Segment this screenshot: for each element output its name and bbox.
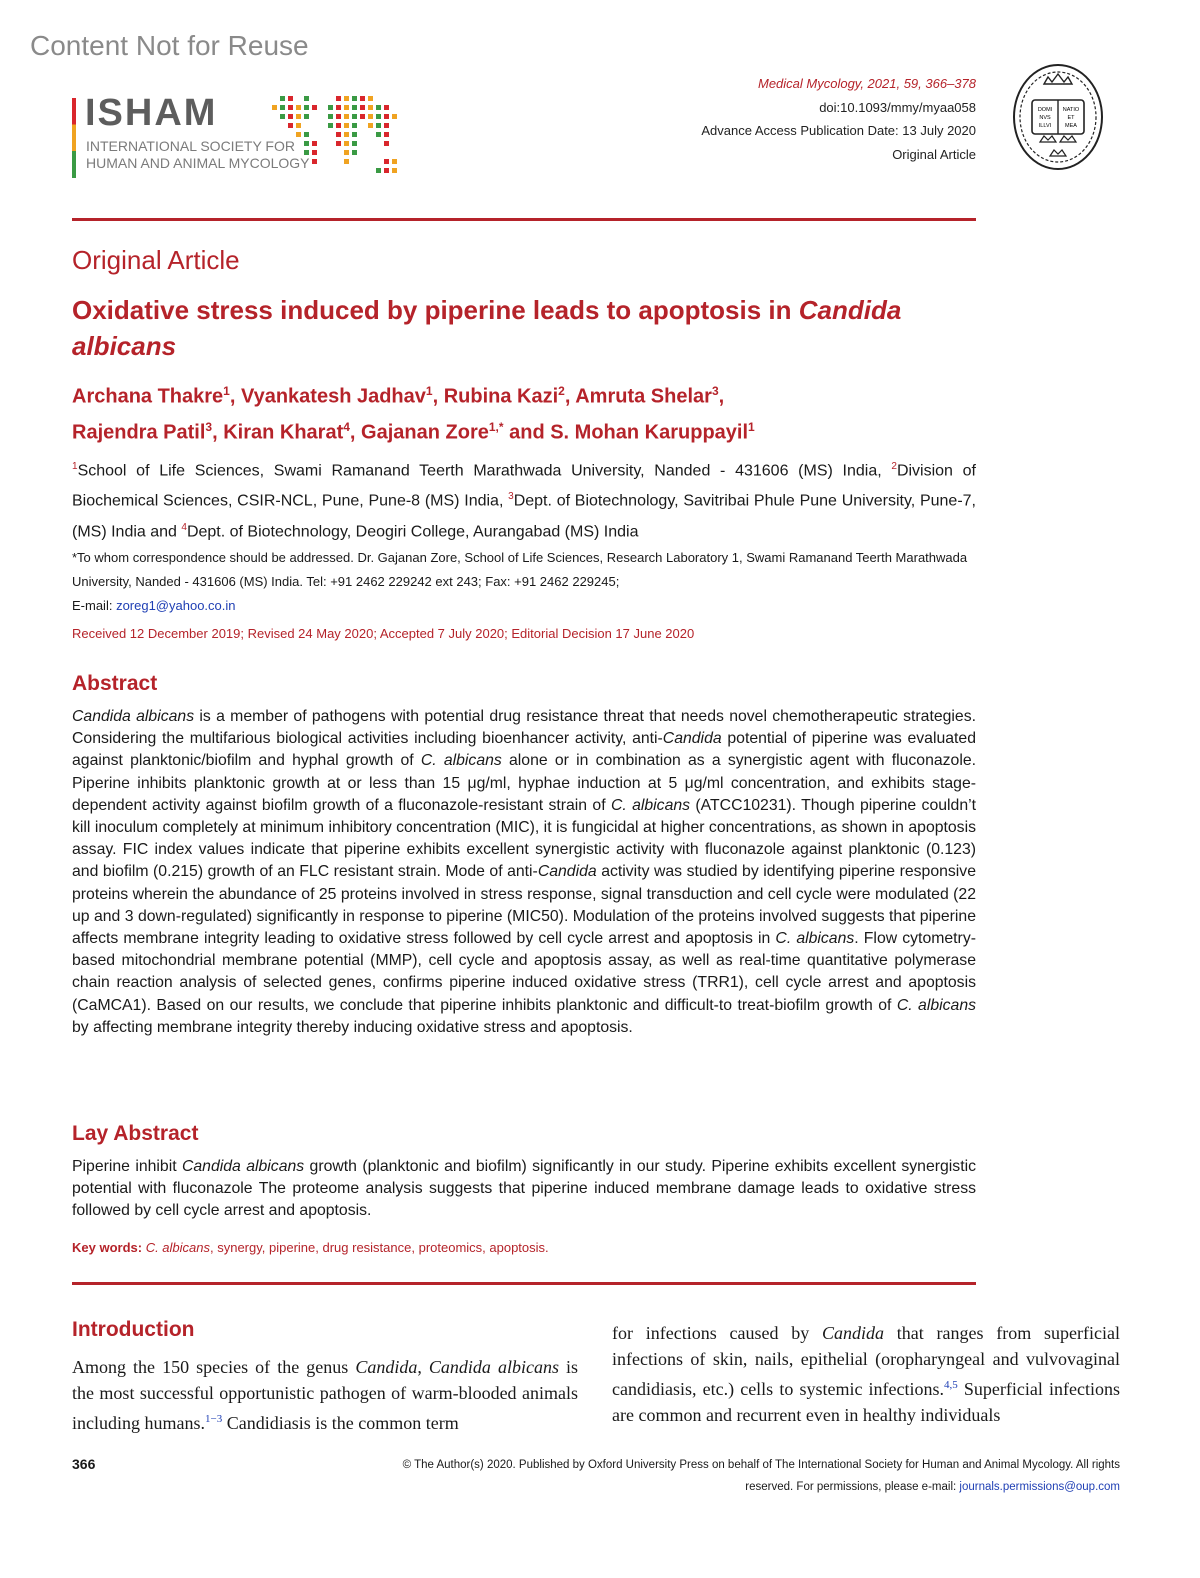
author-name: Gajanan Zore [361,421,489,444]
author-affiliation-ref: 3 [205,419,213,434]
section-rule [72,1282,976,1285]
italic-term: C. albicans [896,996,976,1014]
article-dates: Received 12 December 2019; Revised 24 May 2020; Accepted 7 July 2020; Editorial Decision 17 June 2020 [72,626,695,641]
svg-text:ET: ET [1067,115,1075,121]
page-number: 366 [72,1456,96,1472]
author-affiliation-ref: 2 [558,384,565,398]
lay-abstract-heading: Lay Abstract [72,1122,199,1145]
italic-term: Candida [822,1323,885,1343]
watermark: Content Not for Reuse [30,30,309,61]
text-run: growth (planktonic and biofilm) significantly in our study. Piperine exhibits excellent synergistic potential with fluconazole The proteome analysis suggests that piperine induced membrane damage leads to oxidative stress followed by cell cycle arrest and apoptosis. [72,1158,976,1220]
oup-seal-icon [1010,62,1106,172]
author-affiliation-ref: 1 [425,384,433,398]
isham-logo [72,92,422,182]
author-name: S. Mohan Karuppayil [550,421,749,444]
text-run: alone or in combination as a synergistic agent with fluconazole. Piperine inhibits planktonic growth at or less than 15 μg/ml, hyphae induction at 5 μg/ml concentration, and exhibits stage-dependent activity against biofilm growth of a fluconazole-resistant strain of [72,752,977,814]
text-run: by affecting membrane integrity thereby inducing oxidative stress and apoptosis. [72,1018,633,1036]
author-name: Archana Thakre [72,385,224,408]
header-rule [72,218,976,221]
svg-text:NATIO: NATIO [1062,107,1080,113]
correspondence: *To whom correspondence should be addressed. Dr. Gajanan Zore, School of Life Sciences, Research Laboratory 1, Swami Ramanand Teerth Marathwada University, Nanded - 431606 (MS) India. Tel: +91 2462 229242 ext 243; Fax: +91 2462 229245; E-mail: zoreg1@yahoo.co.in [72,550,968,613]
text-run: that ranges from superficial infections of skin, nails, epithelial (oropharyngeal and vulvovaginal candidiasis, etc.) cells to systemic infections. [612,1323,1120,1399]
text-run: is a member of pathogens with potential drug resistance threat that needs novel chemotherapeutic strategies. Considering the multifarious biological activities including bioenhancer activity, anti- [72,708,976,748]
keywords: Key words: C. albicans, synergy, piperine, drug resistance, proteomics, apoptosis. [72,1240,549,1255]
author-affiliation-ref: 1,* [488,419,504,434]
italic-term: Candida [537,863,597,881]
introduction-heading: Introduction [72,1318,195,1341]
citation-ref[interactable]: 1−3 [205,1413,223,1425]
italic-term: C. albicans [610,796,691,814]
italic-term: Candida [662,730,722,748]
text-run: Candidiasis is the common term [222,1413,459,1433]
author-affiliation-ref: 4 [343,419,350,434]
text-run: Superficial infections are common and recurrent even in healthy individuals [612,1379,1120,1425]
text-run: is the most successful opportunistic pathogen of warm-blooded animals including humans. [72,1357,579,1433]
text-run: (ATCC10231). Though piperine couldn’t kill inoculum completely at minimum inhibitory concentration (MIC), it is fungicidal at higher concentrations, as shown in apoptosis assay. FIC index values indicate that piperine exhibits excellent synergistic activity with fluconazole against planktonic (0.123) and biofilm (0.215) growth of an FLC resistant strain. Mode of anti- [72,796,976,881]
text-run: for infections caused by [612,1323,822,1343]
italic-term: Candida albicans [72,708,195,725]
text-run: Piperine inhibit [72,1158,182,1175]
svg-text:MEA: MEA [1065,123,1077,129]
abstract-text [72,706,976,1039]
journal-info [701,72,976,166]
world-map-icon [262,92,422,178]
svg-text:ILLVI: ILLVI [1038,123,1052,129]
doi: doi:10.1093/mmy/myaa058 [819,99,976,115]
author-affiliation-ref: 3 [711,384,719,398]
advance-access-date: Advance Access Publication Date: 13 July 2020 [701,123,976,138]
italic-term: Candida [355,1357,418,1377]
text-run: , [417,1357,429,1377]
italic-term: C. albicans [420,752,502,770]
italic-term: C. albicans [775,930,855,948]
text-run: . Flow cytometry-based mitochondrial membrane potential (MMP), cell cycle and apoptosis assay, as well as real-time quantitative polymerase chain reaction analysis of selected genes, confirms piperine induced oxidative stress (TRR1), cell cycle arrest and apoptosis (CaMCA1). Based on our results, we conclude that piperine inhibits planktonic and difficult-to treat-biofilm growth of [72,930,976,1014]
correspondence-email-link[interactable]: zoreg1@yahoo.co.in [116,598,236,613]
abstract-heading: Abstract [72,672,158,695]
text-run: activity was studied by identifying piperine responsive proteins wherein the abundance of 25 proteins involved in stress response, signal transduction and cell cycle were modulated (22 up and 3 down-regulated) significantly in response to piperine (MIC50). Modulation of the proteins involved suggests that piperine affects membrane integrity leading to oxidative stress followed by cell cycle arrest and apoptosis in [72,863,976,948]
author-name: Rubina Kazi [443,385,559,408]
journal-citation: Medical Mycology, 2021, 59, 366–378 [757,76,976,91]
author-name: Vyankatesh Jadhav [240,385,426,408]
svg-text:DOMI: DOMI [1037,107,1053,113]
article-title: Oxidative stress induced by piperine leads to apoptosis in Candida albicans [72,295,902,361]
author-name: Rajendra Patil [72,421,206,444]
italic-term: Candida albicans [181,1158,305,1175]
introduction-column-left [72,1354,578,1436]
logo-color-bar [72,98,76,178]
svg-text:NVS: NVS [1039,115,1051,121]
author-list: Archana Thakre$^1$, Vyankatesh Jadhav$^1$, Rubina Kazi$^2$, Amruta Shelar$^3$, Rajendra Patil$^3$, Kiran Kharat$^4$, Gajanan Zore$^{1,*}$ and S. Mohan Karuppayil$^1$ [72,384,755,444]
author-affiliation-ref: 1 [748,419,755,434]
author-affiliation-ref: 1 [223,384,230,398]
author-name: Kiran Kharat [223,421,344,444]
article-type: Original Article [892,146,976,162]
lay-abstract-text [72,1156,976,1223]
section-label: Original Article [72,245,240,275]
copyright-notice: © The Author(s) 2020. Published by Oxford University Press on behalf of The International Society for Human and Animal Mycology. All rights reserved. For permissions, please e-mail: journals.permissions@oup.com [402,1459,1120,1493]
logo-name: ISHAM [85,92,218,134]
italic-term: Candida albicans [428,1357,559,1377]
introduction-column-right [612,1320,1120,1428]
citation-ref[interactable]: 4,5 [944,1379,958,1391]
text-run: Among the 150 species of the genus [72,1357,356,1377]
author-name: Amruta Shelar [575,385,712,408]
affiliations: $^1$School of Life Sciences, Swami Ramanand Teerth Marathwada University, Nanded - 431606 (MS) India, $^2$Division of Biochemical Sciences, CSIR-NCL, Pune, Pune-8 (MS) India, $^3$Dept. of Biotechnology, Savitribai Phule Pune University, Pune-7, (MS) India and $^4$Dept. of Biotechnology, Deogiri College, Aurangabad (MS) India [72,461,976,540]
logo-subtitle: INTERNATIONAL SOCIETY FOR HUMAN AND ANIMAL MYCOLOGY [86,138,310,171]
permissions-email-link[interactable]: journals.permissions@oup.com [959,1481,1120,1493]
text-run: potential of piperine was evaluated against planktonic/biofilm and hyphal growth of [72,730,976,770]
